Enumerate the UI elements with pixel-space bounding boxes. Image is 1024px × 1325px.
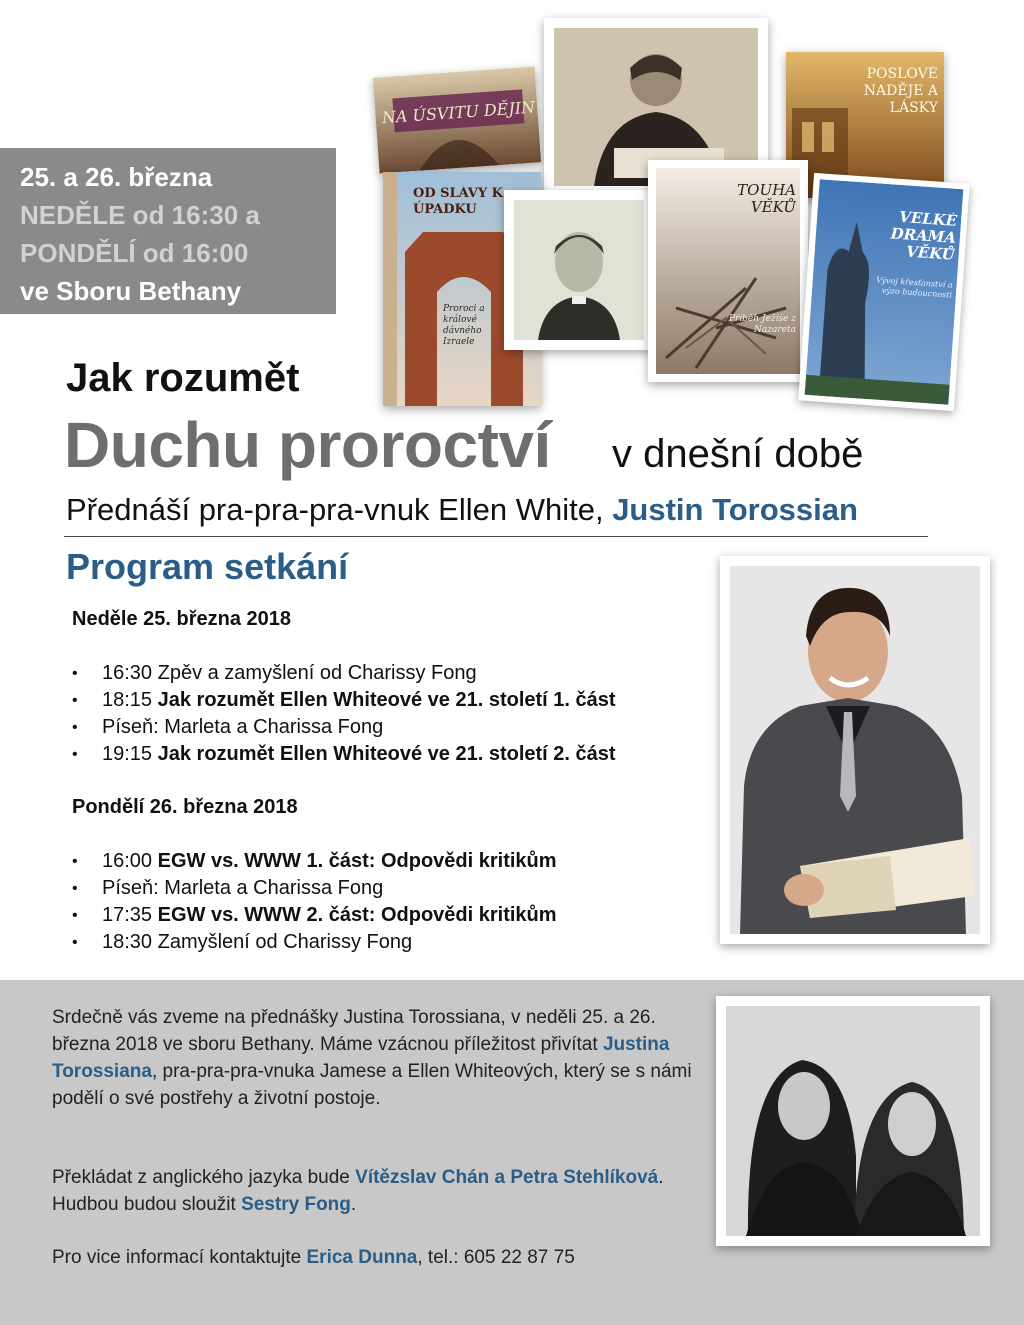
book-subtitle-velke-drama: Vývoj křesťanství a výzo budoucnosti	[875, 275, 953, 300]
divider	[64, 536, 928, 537]
venue-line: ve Sboru Bethany	[20, 276, 242, 306]
day1-list	[72, 660, 616, 768]
program-title: Program setkání	[66, 546, 349, 587]
book-cover-na-usvitu	[373, 66, 541, 173]
list-item: • 19:15 Jak rozumět Ellen Whiteové ve 21. století 2. část	[72, 741, 616, 768]
heading-title-suffix: v dnešní době	[612, 432, 864, 476]
contact-line: Pro vice informací kontaktujte Erica Dunna, tel.: 605 22 87 75	[52, 1247, 575, 1268]
book-title-touha: TOUHA VĚKŮ	[737, 182, 796, 216]
contact-name: Erica Dunna	[306, 1247, 418, 1268]
book-subtitle-od-slavy: Proroci a králové dávného Izraele	[443, 304, 485, 347]
list-item: • 16:00 EGW vs. WWW 1. část: Odpovědi kritikům	[72, 848, 557, 875]
date-sunday-line: NEDĚLE od 16:30 a	[20, 200, 260, 230]
photo-fong-sisters	[716, 996, 990, 1246]
invite-paragraph-2: Překládat z anglického jazyka bude Vítězslav Chán a Petra Stehlíková. Hudbou budou sloužit Sestry Fong.	[52, 1167, 664, 1215]
speaker-name: Justin Torossian	[612, 492, 858, 527]
book-subtitle-touha: Příběh Ježíše z Nazareta	[728, 314, 796, 335]
invite-speaker-name: Justina Torossiana	[52, 1034, 670, 1082]
invite-paragraph-1: Srdečně vás zveme na přednášky Justina Torossiana, v neděli 25. a 26. března 2018 ve sboru Bethany. Máme vzácnou příležitost přivítat Justina Torossiana, pra-pra-pra-vnuka Jamese a Ellen Whiteových, který se s námi podělí o své postřehy a životní postoje.	[52, 1007, 692, 1109]
date-monday-line: PONDĚLÍ od 16:00	[20, 238, 249, 268]
heading-title: Duchu proroctví	[64, 409, 551, 481]
speaker-line	[66, 492, 858, 528]
book-cover-touha-veku	[648, 160, 808, 382]
heading-line1: Jak rozumět	[66, 356, 300, 400]
book-title-od-slavy: OD SLÁVY K ÚPADKU	[413, 186, 503, 217]
speaker-line-prefix: Přednáší pra-pra-pra-vnuk Ellen White,	[66, 492, 613, 527]
photo-speaker	[720, 556, 990, 944]
book-cover-velke-drama	[798, 173, 970, 411]
list-item: • Píseň: Marleta a Charissa Fong	[72, 875, 557, 902]
date-box	[0, 148, 336, 314]
list-item: • 16:30 Zpěv a zamyšlení od Charissy Fong	[72, 660, 616, 687]
book-title-velke-drama: VELKÉ DRAMA VĚKŮ	[890, 207, 958, 264]
translator-names: Vítězslav Chán a Petra Stehlíková	[355, 1167, 659, 1188]
date-line: 25. a 26. března	[20, 162, 213, 192]
book-title-poslove: POSLOVÉ NADĚJE A LÁSKY	[863, 66, 938, 116]
list-item: • 18:15 Jak rozumět Ellen Whiteové ve 21. století 1. část	[72, 687, 616, 714]
photo-ellen-white-portrait	[504, 190, 654, 350]
list-item: • 18:30 Zamyšlení od Charissy Fong	[72, 929, 557, 956]
music-names: Sestry Fong	[241, 1194, 351, 1215]
book-title-na-usvitu: NA ÚSVITU DĚJIN	[381, 97, 536, 128]
day2-header: Pondělí 26. března 2018	[72, 796, 298, 818]
list-item: • Píseň: Marleta a Charissa Fong	[72, 714, 616, 741]
list-item: • 17:35 EGW vs. WWW 2. část: Odpovědi kritikům	[72, 902, 557, 929]
day1-header: Neděle 25. března 2018	[72, 608, 292, 630]
day2-list	[72, 848, 557, 956]
